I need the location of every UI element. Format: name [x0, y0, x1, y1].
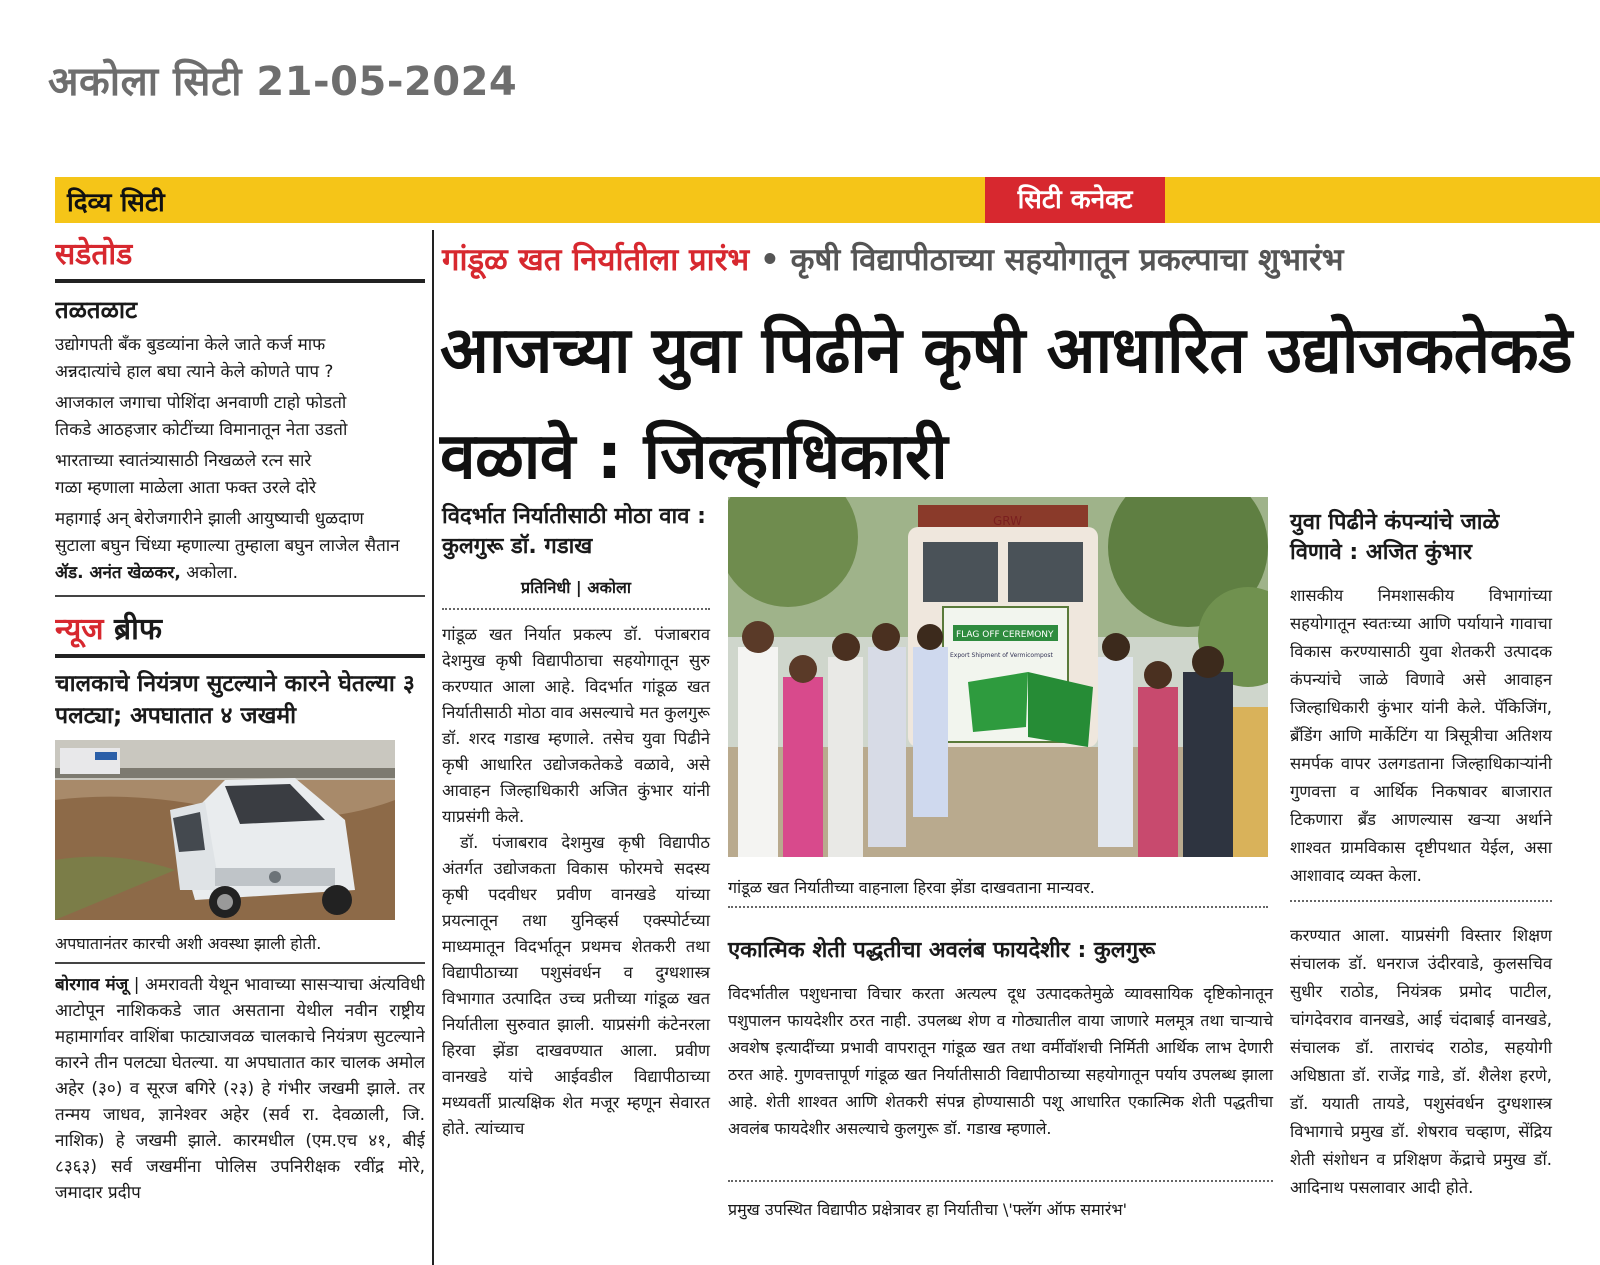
divider — [55, 962, 425, 964]
column-divider — [432, 230, 434, 1265]
story-paragraph: विदर्भातील पशुधनाचा विचार करता अत्यल्प दूध उत्पादकतेमुळे व्यावसायिक दृष्टिकोनातून पशुपालन फायदेशीर ठरत नाही. उपलब्ध शेण व गोठ्यातील वाया जाणारे मलमूत्र तथा चाऱ्याचे अवशेष इत्यादींच्या प्रभावी वापरातून गांडूळ खत तथा वर्मीवॉशची निर्मिती आर्थिक लाभ देणारी ठरत आहे. गुणवत्तापूर्ण गांडूळ खत निर्यातीसाठी विद्यापीठाच्या सहयोगातून पर्याय उपलब्ध झाला आहे. शेती शाश्वत आणि शेतकरी संपन्न होण्यासाठी पशू आधारित एकात्मिक शेती पद्धतीचा अवलंब फायदेशीर असल्याचे कुलगुरू डॉ. गडाख म्हणाले. — [728, 984, 1273, 1138]
news-brief-red: न्यूज — [55, 612, 104, 647]
page-caption: अकोला सिटी 21-05-2024 — [48, 59, 518, 105]
poem-line: अन्नदात्यांचे हाल बघा त्याने केले कोणते पाप ? — [55, 362, 334, 382]
story-kicker-gray: • कृषी विद्यापीठाच्या सहयोगातून प्रकल्पाचा शुभारंभ — [749, 242, 1344, 278]
brief-body — [55, 972, 425, 1206]
story-paragraph: गांडूळ खत निर्यात प्रकल्प डॉ. पंजाबराव देशमुख कृषी विद्यापीठाचा सहयोगातून सुरु करण्यात आला आहे. विदर्भात गांडूळ खत निर्यातीसाठी मोठा वाव असल्याचे मत कुलगुरू डॉ. शरद गडाख म्हणाले. तसेच युवा पिढीने कृषी आधारित उद्योजकतेकडे वळावे, असे आवाहन जिल्हाधिकारी अजित कुंभार यांनी याप्रसंगी केले. — [442, 625, 710, 826]
divider — [55, 595, 425, 597]
story-paragraph: शासकीय निमशासकीय विभागांच्या सहयोगातून स्वतःच्या आणि पर्यायाने गावाचा विकास करण्यासाठी युवा शेतकरी उत्पादक कंपन्यांचे जाळे विणावे असे आवाहन जिल्हाधिकारी कुंभार यांनी केले. पॅकिजिंग, ब्रँडिंग आणि मार्केटिंग या त्रिसूत्रीचा अतिशय समर्पक वापर उलगडताना जिल्हाधिकाऱ्यांनी गुणवत्ता व आर्थिक निकषावर बाजारात टिकणारा ब्रँड आणल्यास खऱ्या अर्थाने शाश्वत ग्रामविकास दृष्टीपथात येईल, असा आशावाद व्यक्त केला. — [1290, 586, 1552, 885]
column-kicker: सडेतोड — [55, 237, 133, 272]
divider — [55, 654, 425, 658]
story-column-3 — [1290, 508, 1552, 1202]
story-continuation: प्रमुख उपस्थित विद्यापीठ प्रक्षेत्रावर हा निर्यातीचा \'फ्लॅग ऑफ समारंभ' — [728, 1200, 1127, 1219]
divider — [55, 279, 425, 283]
story-paragraph: डॉ. पंजाबराव देशमुख कृषी विद्यापीठ अंतर्गत उद्योजकता विकास फोरमचे सदस्य कृषी पदवीधर प्रवीण वानखडे यांच्या प्रयत्नातून तथा युनिव्हर्स एक्स्पोर्टच्या माध्यमातून विदर्भातून प्रथमच शेतकरी तथा विद्यापीठाच्या पशुसंवर्धन व दुग्धशास्त्र विभागात उत्पादित उच्च प्रतीच्या गांडूळ खत निर्यातीला सुरुवात झाली. याप्रसंगी कंटेनरला हिरवा झेंडा दाखवण्यात आला. प्रवीण वानखडे यांचे आईवडील विद्यापीठाच्या मध्यवर्ती प्रात्यक्षिक शेत मजूर म्हणून सेवारत होते. त्यांच्याच — [442, 833, 710, 1138]
story-paragraph: करण्यात आला. याप्रसंगी विस्तार शिक्षण संचालक डॉ. धनराज उंदीरवाडे, कुलसचिव सुधीर राठोड, नियंत्रक प्रमोद पाटील, चांगदेवराव वानखडे, आई चंदाबाई वानखडे, संचालक डॉ. ताराचंद राठोड, सहयोगी अधिष्ठाता डॉ. राजेंद्र गाडे, डॉ. शैलेश हरणे, डॉ. ययाती तायडे, पशुसंवर्धन दुग्धशास्त्र विभागाचे प्रमुख डॉ. शेषराव चव्हाण, सेंद्रिय शेती संशोधन व प्रशिक्षण केंद्राचे प्रमुख डॉ. आदिनाथ पसलावार आदी होते. — [1290, 926, 1552, 1197]
poem-line: भारताच्या स्वातंत्र्यासाठी निखळले रत्न सारे — [55, 451, 312, 471]
poem-line: आजकाल जगाचा पोशिंदा अनवाणी टाहो फोडतो — [55, 393, 347, 413]
brief-body-text: | अमरावती येथून भावाच्या सासऱ्याचा अंत्यविधी आटोपून नाशिककडे जात असताना येथील नवीन राष्ट्रीय महामार्गावर वाशिंबा फाट्याजवळ चालकाचे नियंत्रण सुटल्याने कारने तीन पलट्या घेतल्या. या अपघातात कार चालक अमोल अहेर (३०) व सूरज बगिरे (२३) हे गंभीर जखमी झाले. तर तन्मय जाधव, ज्ञानेश्वर अहेर (सर्व रा. देवळाली, जि. नाशिक) हे जखमी झाले. कारमधील (एम.एच ४१, बीई ८३६३) सर्व जखमींना पोलिस उपनिरीक्षक रवींद्र मोरे, जमादार प्रदीप — [55, 975, 425, 1203]
flag-off-illustration — [728, 497, 1268, 857]
brief-headline: चालकाचे नियंत्रण सुटल्याने कारने घेतल्या ३ पलट्या; अपघातात ४ जखमी — [55, 671, 415, 729]
main-headline: आजच्या युवा पिढीने कृषी आधारित उद्योजकतेकडे वळावे : जिल्हाधिकारी — [440, 314, 1572, 494]
flag-off-photo-caption: गांडूळ खत निर्यातीच्या वाहनाला हिरवा झेंडा दाखवताना मान्यवर. — [728, 878, 1095, 897]
poem-author: ॲड. अनंत खेळकर, — [55, 563, 181, 583]
news-brief-heading — [55, 607, 425, 648]
subhead-vice-chancellor: विदर्भात निर्यातीसाठी मोठा वाव : कुलगुरू डॉ. गडाख — [442, 504, 706, 559]
section-bar — [55, 177, 1600, 223]
poem-title: तळतळाट — [55, 296, 138, 324]
story-integrated-farming — [728, 936, 1273, 1219]
flag-off-photo — [728, 497, 1268, 857]
poem — [55, 293, 425, 587]
poem-line: सुटाला बघुन चिंध्या म्हणाल्या तुम्हाला बघुन लाजेल सैतान — [55, 536, 400, 556]
story-kicker-red: गांडूळ खत निर्यातीला प्रारंभ — [442, 242, 750, 278]
accident-photo — [55, 740, 395, 920]
divider — [728, 906, 1268, 908]
brief-dateline: बोरगाव मंजू — [55, 975, 129, 995]
news-brief-black: ब्रीफ — [103, 612, 162, 647]
truck-text: GRW — [993, 514, 1023, 528]
poem-line: गळा म्हणाला माळेला आता फक्त उरले दोरे — [55, 478, 317, 498]
brief-photo-caption: अपघातानंतर कारची अशी अवस्था झाली होती. — [55, 934, 322, 953]
poem-line: उद्योगपती बँक बुडव्यांना केले जाते कर्ज माफ — [55, 335, 326, 355]
story-kicker — [442, 238, 1592, 280]
section-label: दिव्य सिटी — [67, 188, 165, 218]
section-badge: सिटी कनेक्ट — [985, 177, 1165, 223]
poem-author-place: अकोला. — [180, 563, 238, 583]
subhead-collector: युवा पिढीने कंपन्यांचे जाळे विणावे : अजित कुंभार — [1290, 510, 1500, 565]
subhead-integrated-farming: एकात्मिक शेती पद्धतीचा अवलंब फायदेशीर : कुलगुरू — [728, 938, 1156, 963]
accident-car-illustration — [55, 740, 395, 920]
poem-line: महागाई अन् बेरोजगारीने झाली आयुष्याची धुळदाण — [55, 509, 364, 529]
banner-subtitle: Export Shipment of Vermicompost — [950, 652, 1053, 659]
byline: प्रतिनिधी | अकोला — [442, 576, 710, 610]
divider — [728, 1180, 1273, 1182]
story-column-1 — [442, 502, 710, 1142]
poem-line: तिकडे आठहजार कोटींच्या विमानातून नेता उडतो — [55, 420, 348, 440]
divider — [1290, 900, 1552, 902]
left-column — [55, 232, 425, 1265]
banner-title: FLAG OFF CEREMONY — [956, 630, 1054, 640]
